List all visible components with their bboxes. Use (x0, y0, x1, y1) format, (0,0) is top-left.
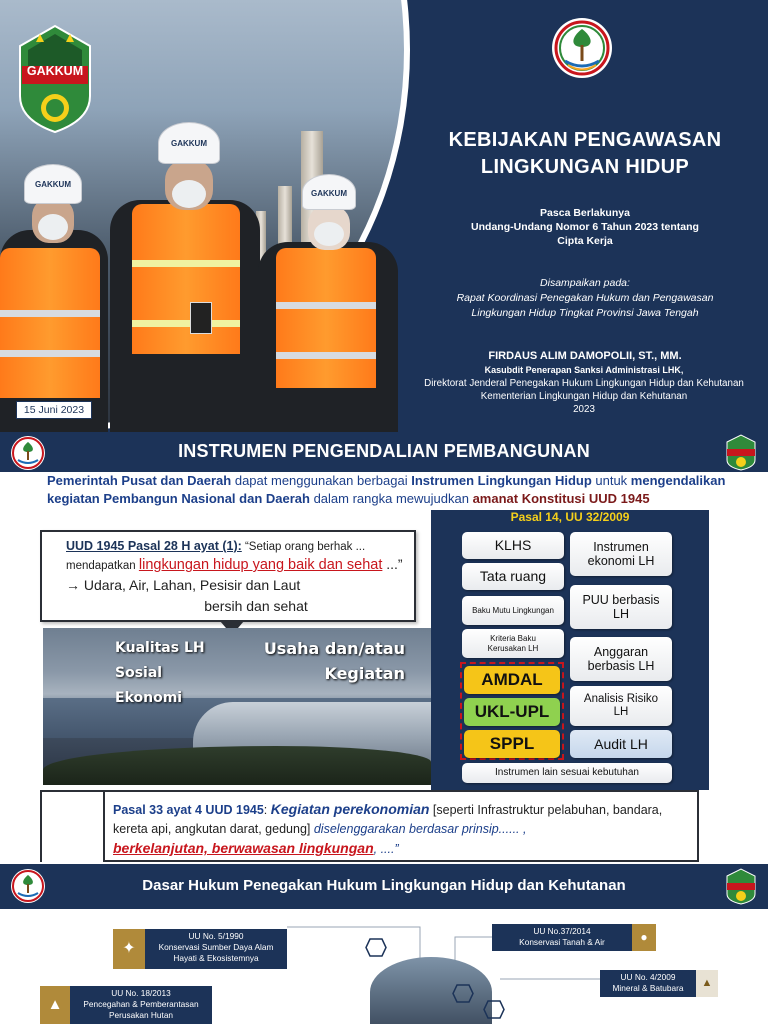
item-baku-mutu: Baku Mutu Lingkungan (462, 596, 564, 625)
item-sppl: SPPL (464, 730, 560, 758)
callout-connector (40, 790, 103, 862)
subtitle: Pasca Berlakunya Undang-Undang Nomor 6 Tahun 2023 tentang Cipta Kerja (471, 207, 699, 247)
law-uu-18-2013: UU No. 18/2013 Pencegahan & Pemberantasan Perusakan Hutan (70, 986, 212, 1024)
klhk-logo (551, 17, 613, 79)
presentation-date: 15 Juni 2023 (16, 401, 92, 419)
worker-center: GAKKUM (110, 120, 260, 432)
slide-header (0, 432, 768, 472)
item-instrumen-lain: Instrumen lain sesuai kebutuhan (462, 763, 672, 783)
item-klhs: KLHS (462, 532, 564, 559)
title-slide (0, 0, 768, 432)
item-tata-ruang: Tata ruang (462, 563, 564, 590)
item-amdal: AMDAL (464, 666, 560, 694)
main-title: KEBIJAKAN PENGAWASAN LINGKUNGAN HIDUP (448, 129, 722, 178)
water-drop-icon: ● (632, 924, 656, 951)
panel-title: Pasal 14, UU 32/2009 (510, 510, 630, 524)
instrument-slide (0, 432, 768, 864)
law-uu-5-1990: UU No. 5/1990 Konservasi Sumber Daya Alam Hayati & Ekosistemnya (145, 929, 287, 969)
item-instrumen-ekonomi: Instrumen ekonomi LH (570, 532, 672, 576)
uud-28h-callout: UUD 1945 Pasal 28 H ayat (1): “Setiap orang berhak ... mendapatkan lingkungan hidup yang baik dan sehat ...” → Udara, Air, Lahan, Pesisir dan Laut bersih dan sehat (40, 530, 416, 622)
worker-left: GAKKUM (0, 160, 110, 432)
item-anggaran: Anggaran berbasis LH (570, 637, 672, 681)
gakkum-logo (724, 867, 758, 905)
photo-label-right: Usaha dan/atau Kegiatan (263, 639, 405, 683)
gakkum-logo-text: GAKKUM (26, 64, 84, 78)
legal-basis-slide (0, 864, 768, 1024)
item-analisis-risiko: Analisis Risiko LH (570, 686, 672, 726)
event-info: Disampaikan pada: Rapat Koordinasi Penegakan Hukum dan Pengawasan Lingkungan Hidup Tingkat Provinsi Jawa Tengah (456, 277, 714, 319)
hexagon-icon (365, 938, 387, 957)
worker-right: GAKKUM (258, 172, 398, 432)
speaker-affiliation: Kasubdit Penerapan Sanksi Administrasi LHK, Direktorat Jenderal Penegakan Hukum Lingkungan Hidup dan Kehutanan Kementerian Lingkungan Hidup dan Kehutanan 2023 (424, 365, 744, 415)
item-ukl-upl: UKL-UPL (464, 698, 560, 726)
slide-title: INSTRUMEN PENGENDALIAN PEMBANGUNAN (178, 441, 590, 461)
speaker-name: FIRDAUS ALIM DAMOPOLII, ST., MM. (488, 350, 682, 362)
item-audit-lh: Audit LH (570, 730, 672, 758)
item-puu: PUU berbasis LH (570, 585, 672, 629)
gakkum-logo (724, 433, 758, 471)
industrial-port-photo (43, 628, 431, 785)
mining-cart-icon: ▲ (696, 970, 718, 997)
hexagon-icon (452, 984, 474, 1003)
bird-icon: ✦ (113, 929, 145, 969)
forest-icon: ▲ (40, 986, 70, 1024)
law-uu-37-2014: UU No.37/2014 Konservasi Tanah & Air (492, 924, 632, 951)
photo-label-left: Kualitas LH Sosial Ekonomi (115, 640, 205, 706)
item-kriteria-baku: Kriteria Baku Kerusakan LH (462, 629, 564, 658)
law-uu-4-2009: UU No. 4/2009 Mineral & Batubara (600, 970, 696, 997)
slide-title: Dasar Hukum Penegakan Hukum Lingkungan Hidup dan Kehutanan (142, 877, 626, 894)
intro-paragraph: Pemerintah Pusat dan Daerah dapat menggunakan berbagai Instrumen Lingkungan Hidup untuk mengendalikan kegiatan Pembangun Nasional dan Daerah dalam rangka mewujudkan amanat Konstitusi UUD 1945 (47, 473, 726, 506)
slide-header (0, 864, 768, 909)
pasal-33-callout: Pasal 33 ayat 4 UUD 1945: Kegiatan perekonomian [seperti Infrastruktur pelabuhan, bandara, kereta api, angkutan darat, gedung] diselenggarakan berdasar prinsip...... , berkelanjutan, berwawasan lingkungan, ....” (103, 790, 699, 862)
hexagon-icon (483, 1000, 505, 1019)
